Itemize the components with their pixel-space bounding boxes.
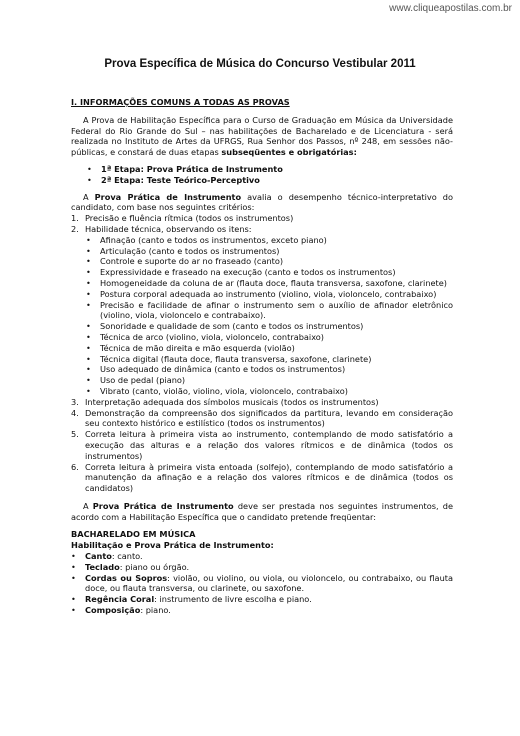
instruments-intro: A Prova Prática de Instrumento deve ser prestada nos seguintes instrumentos, de acordo com a Habilitação Específica que o candidato pretende freqüentar: (71, 500, 453, 522)
etapa-item: • 1ª Etapa: Prova Prática de Instrumento (101, 164, 453, 175)
document-body (71, 97, 453, 616)
page-title: Prova Específica de Música do Concurso Vestibular 2011 (104, 58, 416, 70)
habilitacao-item: • Composição: piano. (71, 605, 453, 616)
criteria-item: 1. Precisão e fluência rítmica (todos os instrumentos) (71, 213, 294, 224)
technical-subitem: • Afinação (canto e todos os instrumentos, exceto piano) (71, 235, 453, 246)
technical-subitem: • Vibrato (canto, violão, violino, viola, violoncelo, contrabaixo) (71, 386, 453, 397)
criteria-item: 2. Habilidade técnica, observando os itens: (71, 223, 252, 234)
bacharelado-subheading: Habilitação e Prova Prática de Instrumento: (71, 540, 274, 551)
technical-subitem: • Uso de pedal (piano) (71, 375, 453, 386)
bacharelado-heading: BACHARELADO EM MÚSICA (71, 529, 196, 540)
technical-subitem: • Técnica de mão direita e mão esquerda (violão) (71, 343, 453, 354)
etapas-list (71, 164, 453, 186)
technical-subitem: • Técnica de arco (violino, viola, violoncelo, contrabaixo) (71, 332, 453, 343)
criteria-intro: A Prova Prática de Instrumento avalia o desempenho técnico-interpretativo do candidato, com base nos seguintes critérios: (71, 191, 454, 213)
technical-subitem: • Precisão e facilidade de afinar o instrumento sem o auxílio de afinador eletrônico (violino, viola, violoncelo e contrabaixo). (71, 300, 453, 322)
habilitacao-item: • Cordas ou Sopros: violão, ou violino, ou viola, ou violoncelo, ou contrabaixo, ou flauta doce, ou flauta transversa, ou clarinete, ou saxofone. (71, 573, 453, 595)
section-heading: I. INFORMAÇÕES COMUNS A TODAS AS PROVAS (71, 97, 290, 107)
technical-subitem: • Homogeneidade da coluna de ar (flauta doce, flauta transversa, saxofone, clarinete) (71, 278, 453, 289)
intro-paragraph: A Prova de Habilitação Específica para o Curso de Graduação em Música da Universidade Federal do Rio Grande do Sul – nas habilitações de Bacharelado e de Licenciatura - será realizada no Instituto de Artes da UFRGS, Rua Senhor dos Passos, nº 248, em sessões não-públicas, e constará de duas etapas subseqüentes e obrigatórias: (71, 114, 453, 158)
criteria-item: 3. Interpretação adequada dos símbolos musicais (todos os instrumentos) (71, 396, 379, 407)
criteria-item: 4. Demonstração da compreensão dos significados da partitura, levando em consideração seu contexto histórico e estilístico (todos os instrumentos) (71, 407, 453, 429)
technical-subitem: • Uso adequado de dinâmica (canto e todos os instrumentos) (71, 364, 453, 375)
technical-subitem: • Sonoridade e qualidade de som (canto e todos os instrumentos) (71, 321, 453, 332)
technical-subitem: • Controle e suporte do ar no fraseado (canto) (71, 256, 453, 267)
etapa-item: • 2ª Etapa: Teste Teórico-Perceptivo (101, 175, 453, 186)
habilitacao-item: • Regência Coral: instrumento de livre escolha e piano. (71, 594, 453, 605)
technical-subitem: • Articulação (canto e todos os instrumentos) (71, 246, 453, 257)
criteria-item: 5. Correta leitura à primeira vista ao instrumento, contemplando de modo satisfatório a execução das alturas e a relação dos valores rítmicos e de dinâmica (todos os instrumentos) (71, 429, 453, 461)
technical-subitem: • Expressividade e fraseado na execução (canto e todos os instrumentos) (71, 267, 453, 278)
habilitacao-item: • Teclado: piano ou órgão. (71, 562, 453, 573)
technical-subitem: • Técnica digital (flauta doce, flauta transversa, saxofone, clarinete) (71, 354, 453, 365)
criteria-item: 6. Correta leitura à primeira vista entoada (solfejo), contemplando de modo satisfatório a manutenção da afinação e a relação dos valores rítmicos e de dinâmica (todos os candidatos) (71, 461, 453, 494)
habilitacao-item: • Canto: canto. (71, 551, 453, 562)
watermark-url: www.cliqueapostilas.com.br (389, 3, 512, 14)
technical-subitem: • Postura corporal adequada ao instrumento (violino, viola, violoncelo, contrabaixo) (71, 289, 453, 300)
